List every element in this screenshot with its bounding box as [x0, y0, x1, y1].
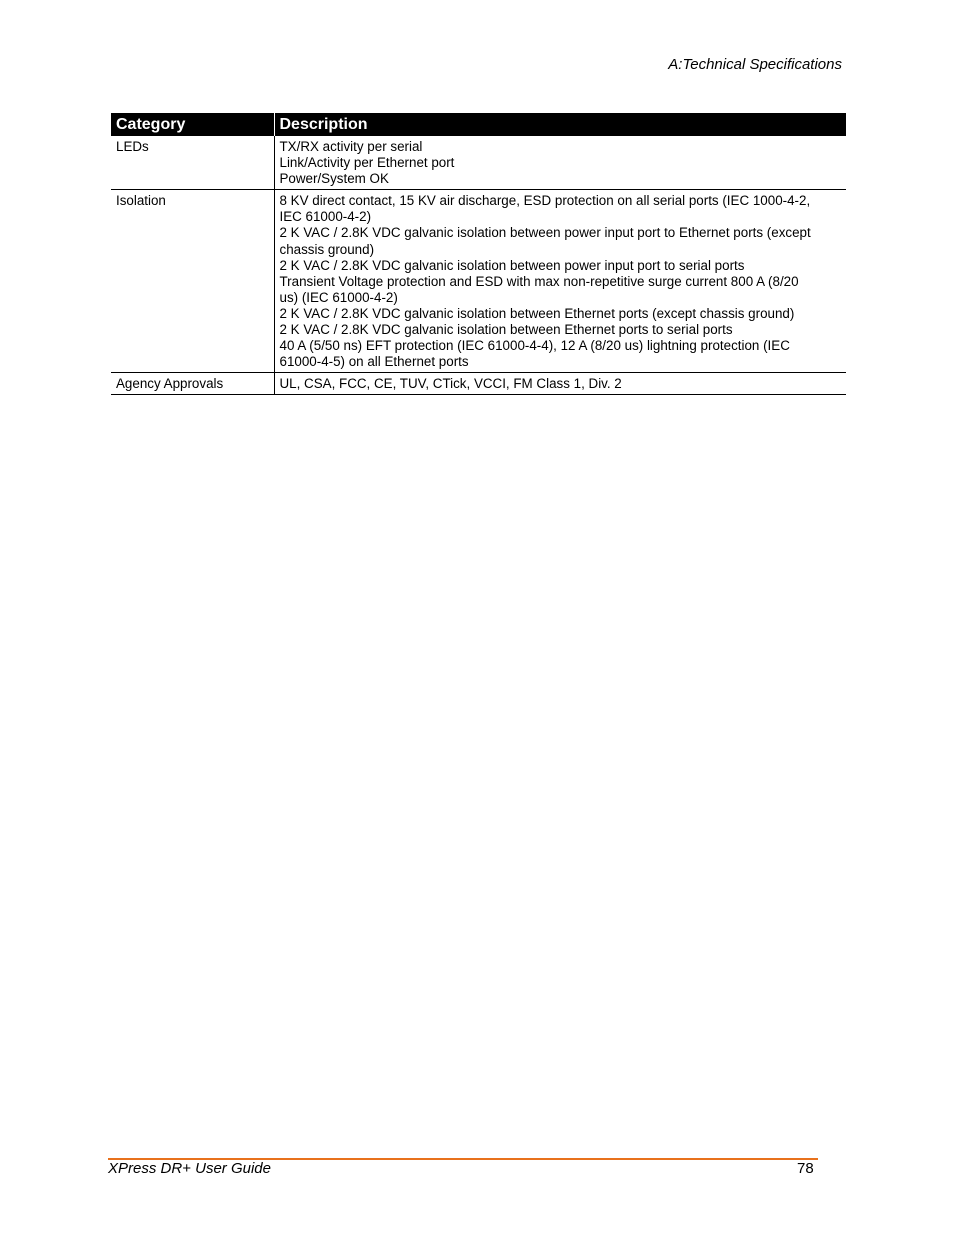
description-line: 8 KV direct contact, 15 KV air discharge, ESD protection on all serial ports (IEC 1000-4-2,: [279, 193, 811, 209]
table-row-isolation: [111, 190, 846, 373]
guide-title: XPress DR+ User Guide: [108, 1160, 271, 1177]
description-cell: [274, 373, 846, 395]
description-line: 2 K VAC / 2.8K VDC galvanic isolation between power input port to Ethernet ports (except: [279, 225, 811, 241]
category-cell: Agency Approvals: [111, 373, 274, 395]
column-header-description: Description: [274, 113, 846, 136]
description-line: 61000-4-5) on all Ethernet ports: [279, 354, 469, 370]
description-line: 2 K VAC / 2.8K VDC galvanic isolation between power input port to serial ports: [279, 257, 745, 273]
description-line: 2 K VAC / 2.8K VDC galvanic isolation between Ethernet ports to serial ports: [279, 322, 733, 338]
description-line: Power/System OK: [279, 171, 389, 187]
table-row-agency-approvals: [111, 373, 846, 395]
table-row-leds: [111, 136, 846, 190]
section-title: A:Technical Specifications: [668, 56, 842, 73]
column-header-category: Category: [111, 113, 274, 136]
description-cell: [274, 136, 846, 190]
description-line: us) (IEC 61000-4-2): [279, 289, 398, 305]
description-cell: [274, 190, 846, 373]
description-line: TX/RX activity per serial: [279, 139, 423, 154]
description-line: chassis ground): [279, 241, 375, 257]
category-cell: Isolation: [111, 190, 274, 373]
table-header-row: [111, 113, 846, 136]
category-cell: LEDs: [111, 136, 274, 190]
description-line: Transient Voltage protection and ESD with max non-repetitive surge current 800 A (8/20: [279, 273, 799, 289]
description-line: 2 K VAC / 2.8K VDC galvanic isolation between Ethernet ports (except chassis ground): [279, 305, 795, 321]
description-line: Link/Activity per Ethernet port: [279, 155, 455, 171]
description-line: 40 A (5/50 ns) EFT protection (IEC 61000-4-4), 12 A (8/20 us) lightning protection (IEC: [279, 338, 790, 354]
spec-table: [111, 113, 846, 395]
description-line: UL, CSA, FCC, CE, TUV, CTick, VCCI, FM Class 1, Div. 2: [279, 376, 622, 392]
page-number: 78: [797, 1160, 814, 1177]
description-line: IEC 61000-4-2): [279, 209, 372, 225]
